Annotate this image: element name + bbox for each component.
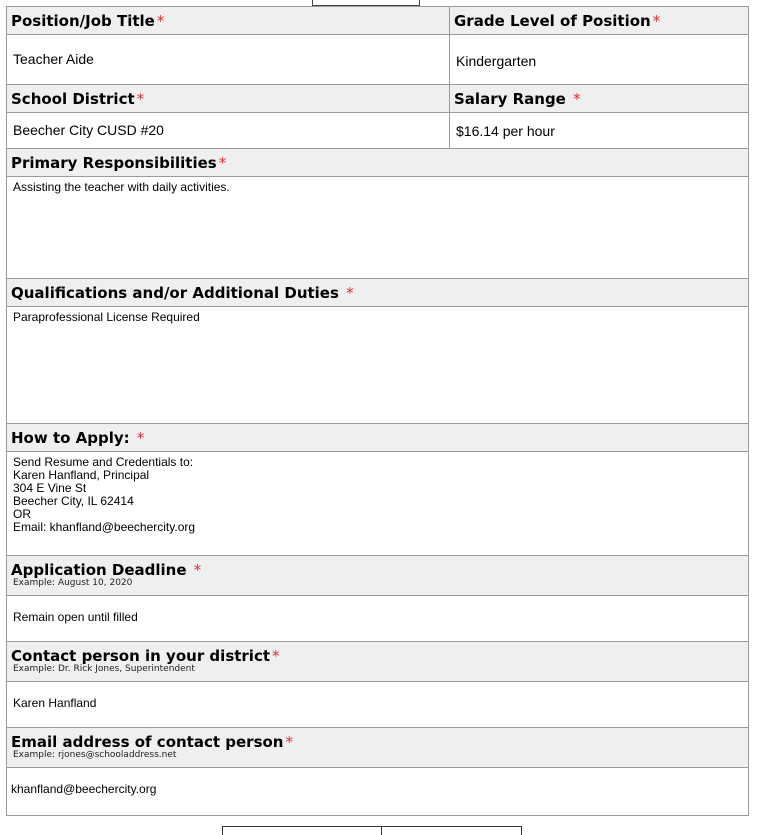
deadline-example: Example: August 10, 2020	[13, 578, 133, 588]
qualifications-value: Paraprofessional License Required	[13, 310, 200, 324]
contact-value: Karen Hanfland	[13, 696, 97, 710]
email-value: khanfland@beechercity.org	[11, 782, 157, 796]
responsibilities-header	[7, 149, 749, 177]
required-asterisk: *	[652, 12, 661, 30]
bottom-tab-left	[222, 826, 382, 835]
responsibilities-label: Primary Responsibilities	[11, 154, 217, 172]
job-posting-form	[6, 6, 748, 816]
required-asterisk: *	[136, 90, 145, 108]
qualifications-label: Qualifications and/or Additional Duties	[11, 284, 339, 302]
apply-header	[7, 424, 749, 452]
district-header	[7, 85, 450, 113]
grade-label: Grade Level of Position	[454, 12, 651, 30]
district-value: Beecher City CUSD #20	[13, 122, 164, 138]
contact-field[interactable]	[7, 682, 749, 728]
email-label: Email address of contact person	[11, 733, 284, 751]
contact-label: Contact person in your district	[11, 647, 271, 665]
required-asterisk: *	[156, 12, 165, 30]
email-example: Example: rjones@schooladdress.net	[13, 750, 177, 760]
position-value: Teacher Aide	[13, 51, 94, 67]
responsibilities-value: Assisting the teacher with daily activities.	[13, 180, 230, 194]
district-field[interactable]	[7, 113, 450, 149]
required-asterisk: *	[346, 284, 354, 302]
contact-example: Example: Dr. Rick Jones, Superintendent	[13, 664, 195, 674]
salary-field[interactable]	[450, 113, 749, 149]
required-asterisk: *	[218, 154, 227, 172]
bottom-tab-right	[381, 826, 522, 835]
contact-header	[7, 642, 749, 682]
required-asterisk: *	[272, 647, 280, 665]
required-asterisk: *	[285, 733, 293, 751]
apply-value: Send Resume and Credentials to: Karen Hanfland, Principal 304 E Vine St Beecher City, IL 62414 OR Email: khanfland@beechercity.org	[13, 455, 196, 534]
apply-field[interactable]	[7, 452, 749, 556]
responsibilities-field[interactable]	[7, 177, 749, 279]
salary-value: $16.14 per hour	[456, 123, 555, 139]
deadline-field[interactable]	[7, 596, 749, 642]
position-header	[7, 7, 450, 35]
required-asterisk: *	[193, 561, 202, 579]
qualifications-field[interactable]	[7, 307, 749, 424]
required-asterisk: *	[136, 429, 145, 447]
position-field[interactable]	[7, 35, 450, 85]
required-asterisk: *	[573, 90, 581, 108]
position-label: Position/Job Title	[11, 12, 155, 30]
salary-label: Salary Range	[454, 90, 566, 108]
qualifications-header	[7, 279, 749, 307]
deadline-header	[7, 556, 749, 596]
deadline-value: Remain open until filled	[13, 610, 138, 624]
deadline-label: Application Deadline	[11, 561, 187, 579]
email-header	[7, 728, 749, 768]
district-label: School District	[11, 90, 135, 108]
grade-value: Kindergarten	[456, 53, 537, 69]
email-field[interactable]	[7, 768, 749, 816]
grade-field[interactable]	[450, 35, 749, 85]
grade-header	[450, 7, 749, 35]
apply-label: How to Apply:	[11, 429, 130, 447]
salary-header	[450, 85, 749, 113]
